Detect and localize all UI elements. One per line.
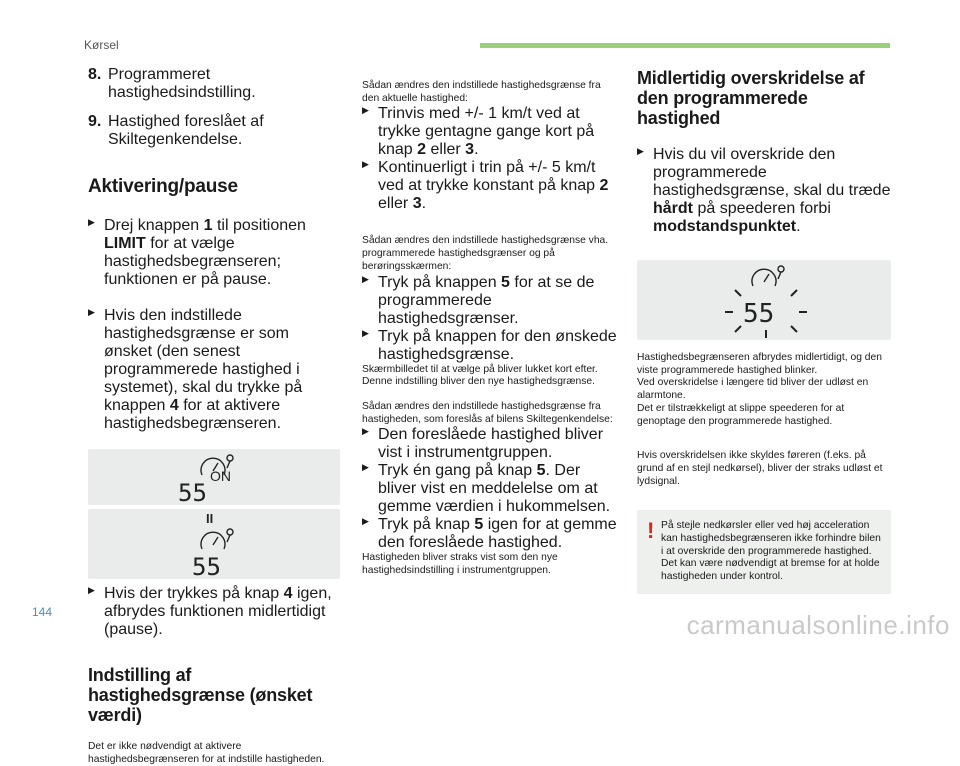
arrow-bullet-icon: ▶ <box>362 327 369 338</box>
header-accent-bar <box>480 43 890 48</box>
para-4: Hvis overskridelsen ikke skyldes føreren (f.eks. på grund af en stejl nedkørsel), bliver der straks udløst et lydsignal. <box>637 450 883 487</box>
bullet-item: ▶ Tryk på knap 5 igen for at gemme den foreslåede hastighed. <box>362 516 617 552</box>
column-right <box>637 68 891 594</box>
para-3: Det er tilstrækkeligt at slippe speederen for at genoptage den programmerede hastighed. <box>637 402 845 427</box>
arrow-bullet-icon: ▶ <box>362 105 369 116</box>
bullet-item: ▶ Kontinuerligt i trin på +/- 5 km/t ved at trykke konstant på knap 2 eller 3. <box>362 159 609 213</box>
list-number: 8. <box>88 66 102 83</box>
list-number: 9. <box>88 113 102 130</box>
speed-digits: 55 <box>178 479 207 505</box>
block3-outro: Hastigheden bliver straks vist som den nye hastighedsindstilling i instrumentgruppen. <box>362 552 558 577</box>
warning-note <box>637 510 891 594</box>
arrow-bullet-icon: ▶ <box>88 585 95 595</box>
page-number: 144 <box>32 605 53 619</box>
speedometer-icon <box>752 266 784 286</box>
arrow-bullet-icon: ▶ <box>88 217 95 227</box>
list-text: Hastighed foreslået af Skiltegenkendelse. <box>108 113 264 148</box>
block3-intro: Sådan ændres den indstillede hastighedsgrænse fra hastigheden, som foreslås af bilens Skiltegenkendelse: <box>362 400 613 425</box>
setting-text: Det er ikke nødvendigt at aktivere hastighedsbegrænseren for at indstille hastigheden. <box>88 741 325 765</box>
pause-icon: II <box>206 511 214 526</box>
bullet-item: ▶ Hvis du vil overskride den programmerede hastighedsgrænse, skal du træde hårdt på speederen forbi modstandspunktet. <box>637 146 891 235</box>
bullet-item: ▶ Tryk på knappen 5 for at se de programmerede hastighedsgrænser. <box>362 273 595 327</box>
arrow-bullet-icon: ▶ <box>88 307 95 317</box>
arrow-bullet-icon: ▶ <box>362 273 369 284</box>
display-figure-pause <box>88 509 340 579</box>
heading-setting: Indstilling af hastighedsgrænse (ønsket værdi) <box>88 665 313 725</box>
para-2: Ved overskridelse i længere tid bliver der udløst en alarmtone. <box>637 377 869 402</box>
heading-activation: Aktivering/pause <box>88 176 238 197</box>
section-label: Kørsel <box>84 38 119 52</box>
block1-intro: Sådan ændres den indstillede hastighedsgrænse fra den aktuelle hastighed: <box>362 80 601 104</box>
block2-outro2: Denne indstilling bliver den nye hastighedsgrænse. <box>362 376 595 388</box>
note-text-1: På stejle nedkørsler eller ved høj acceleration kan hastighedsbegrænseren ikke forhindre bilen i at overskride den programmerede hastighed. <box>661 520 881 557</box>
heading-temporary-exceed: Midlertidig overskridelse af den programmerede hastighed <box>637 68 865 128</box>
speed-limit-on-display <box>88 449 340 505</box>
arrow-bullet-icon: ▶ <box>362 426 369 437</box>
block2-intro: Sådan ændres den indstillede hastighedsgrænse vha. programmerede hastighedsgrænser og på berøringsskærmen: <box>362 235 609 272</box>
column-left <box>88 66 340 766</box>
bullet-item: ▶ Trinvis med +/- 1 km/t ved at trykke gentagne gange kort på knap 2 eller 3. <box>362 105 595 159</box>
speed-digits: 55 <box>192 553 221 579</box>
bullet-item: ▶ Drej knappen 1 til positionen LIMIT for at vælge hastighedsbegrænseren; funktionen er på pause. <box>88 217 306 288</box>
note-text-2: Det kan være nødvendigt at bremse for at holde hastigheden under kontrol. <box>661 558 880 583</box>
bullet-item: ▶ Tryk én gang på knap 5. Der bliver vist en meddelelse om at gemme værdien i hukommelsen. <box>362 462 611 516</box>
bullet-item: ▶ Tryk på knappen for den ønskede hastighedsgrænse. <box>362 327 617 363</box>
para-1: Hastighedsbegrænseren afbrydes midlertidigt, og den viste programmerede hastighed blinker. <box>637 352 882 376</box>
display-figure-on <box>88 449 340 505</box>
warning-icon: ! <box>647 518 655 544</box>
list-item <box>88 113 340 149</box>
display-figure-blinking <box>637 260 891 340</box>
speed-limit-pause-display <box>88 509 340 579</box>
arrow-bullet-icon: ▶ <box>362 462 369 473</box>
watermark-text: carmanualsonline.info <box>686 610 950 640</box>
list-item <box>88 66 340 102</box>
speed-limit-blinking-display <box>637 260 891 340</box>
speed-digits: 55 <box>743 299 775 329</box>
bullet-item: ▶ Den foreslåede hastighed bliver vist i instrumentgruppen. <box>362 426 604 462</box>
arrow-bullet-icon: ▶ <box>362 516 369 527</box>
arrow-bullet-icon: ▶ <box>362 159 369 170</box>
bullet-item: ▶ Hvis den indstillede hastighedsgrænse er som ønsket (den senest programmerede hastighed i systemet), skal du trykke på knappen 4 for at aktivere hastighedsbegrænseren. <box>88 307 303 432</box>
status-on-text: ON <box>210 468 231 484</box>
speedometer-icon <box>201 529 233 549</box>
block2-outro: Skærmbilledet til at vælge på bliver lukket kort efter. <box>362 363 598 375</box>
column-middle <box>362 80 620 578</box>
arrow-bullet-icon: ▶ <box>637 146 644 156</box>
list-text: Programmeret hastighedsindstilling. <box>108 66 256 101</box>
bullet-item: ▶ Hvis der trykkes på knap 4 igen, afbrydes funktionen midlertidigt (pause). <box>88 585 332 638</box>
